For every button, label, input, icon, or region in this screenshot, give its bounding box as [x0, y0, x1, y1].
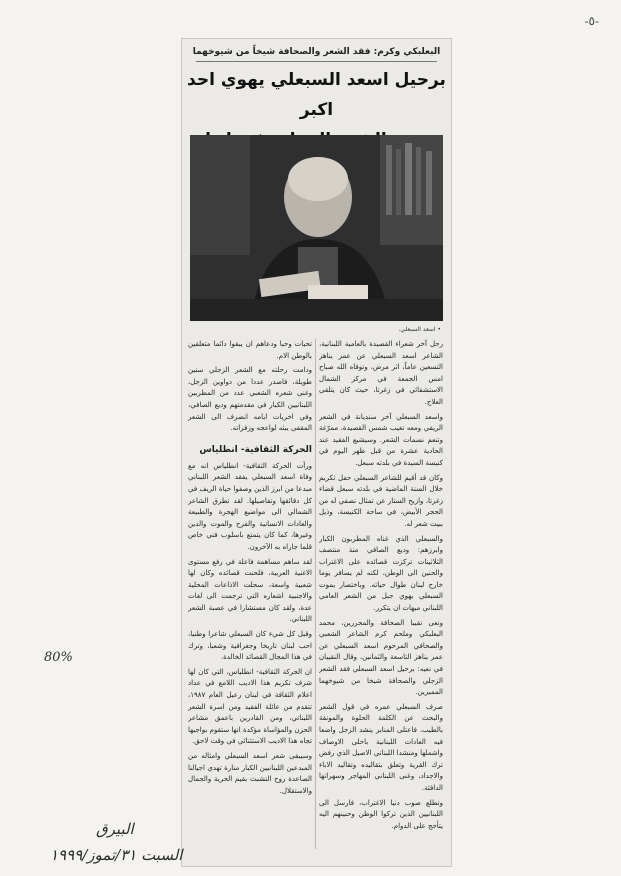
paragraph: وقبل كل شيء كان السبعلي شاعرا وطنيا، احب لبنان تاريخا وجغرافية وشعبا، وترك في هذا المجال القصائد الخالدة.	[188, 630, 312, 662]
portrait-illustration	[190, 135, 443, 321]
paragraph: رحل آخر شعراء القصيدة بالعامية اللبنانية، الشاعر اسعد السبعلي عن عمر يناهز التسعين عاماً، اثر مرض، وتوفاه الله صباح امس الجمعة في مركز الشمال الاستشفائي في زغرتا، حيث كان يتلقى العلاج.	[319, 340, 443, 406]
paragraph: تحيات وحبا ودعاهم ان يبقوا دائما متعلقين بالوطن الام.	[188, 340, 312, 360]
paragraph: صرف السبعلي عمره في قول الشعر والبحث عن الكلمة الحلوة والمونقة بالطيب. فاعتلى المنابر ينشد الزجل واضعا فيه العادات اللبنانية باحلى الاوصاف واشملها ومنشدا اللبناني الاصيل الذي رفض ترك القرية وتعلق بتقاليده وتقاليد الاباء والاجداد، وغنى اللبناني المهاجر وسهراتها الدافئة.	[319, 702, 443, 792]
paragraph: والسبعلي الذي غناه المطربون الكبار وابرزهم: وديع الصافي منذ منتصف الثلاثينات تركزت قصائده على الاغتراب والحنين الى الوطن، لكنه لم يسافر يوما خارج لبنان طوال حياته. وباختصار بموت السبعلي يهوي جبل من الشعر العامي اللبناني ميهات ان يتكرر.	[319, 534, 443, 613]
paragraph: لقد ساهم مساهمة فاعلة في رفع مستوى الاغنية العربية، فلحنت قصائده وكان لها شعبية واسعة، سجلت الاذاعات المحلية والاجنبية اشعاره التي ترجمت الى لغات عدة، ولقد كان مستشارا في عصبة الشعر اللبناني.	[188, 557, 312, 624]
page-number: -٥-	[584, 14, 599, 28]
paragraph: ان الحركة الثقافية- انطلياس، التي كان لها شرف تكريم هذا الاديب اللامع في عداد اعلام الثقافة في لبنان رعيل العام ١٩٨٧، تتقدم من عائلة الفقيد ومن اسرة الشعر اللبناني، ومن القادرين باعمق مشاعر الحزن والمؤاساة مؤكدة انها ستقوم بواجبها تجاه هذا الاديب الاستثنائي في وقت لاحق.	[188, 667, 312, 746]
portrait-photo	[190, 135, 443, 321]
section-heading: الحركة الثقافية- انطلياس	[199, 444, 312, 455]
article-kicker: البعلبكي وكرم: فقد الشعر والصحافة شيخاً من شيوخهما	[192, 47, 441, 57]
column-divider	[315, 339, 316, 849]
paragraph: واسعد السبعلي آخر سنديانة في الشعر الريفي ومعه تغيب شمس القصيدة، ممرّغة وتنعم نسمات الشعر. وسيشيع الفقيد عند الحادية عشرة من قبل ظهر اليوم في كنيسة السيدة في بلدته سبعل.	[319, 412, 443, 467]
paragraph: وتطلع صوب دنيا الاغتراب، فارسل الى اللبنانيين الذين تركوا الوطن وحنينهم اليه يتأجج على الدوام.	[319, 798, 443, 830]
headline-line-1: برحيل اسعد السبعلي يهوي احد اكبر	[187, 70, 446, 120]
paragraph: ودامت رحلته مع الشعر الزجلي سنين طويلة، فاصدر عددا من دواوين الزجل، وغنى شعره الشعبي عدد من المطربين اللبنانيين الكبار في مقدمتهم وديع الصافي، وفي اخريات ايامه انصرف الى الشعر المقفى يبثه لواعجه وزفراته.	[188, 366, 312, 433]
handwritten-date: السبت ٣١/تموز/١٩٩٩	[50, 846, 183, 864]
paragraph: وسيبقى شعر اسعد السبعلي وامثاله من المبدعين اللبنانيين الكبار منارة تهدي اجيالنا الصاعدة روح التشبث بقيم الحرية والجمال والاستقلال.	[188, 752, 312, 795]
handwritten-percent: 80%	[44, 650, 73, 665]
article-column-left	[188, 339, 312, 859]
paragraph: ونعى نقيبا الصحافة والمحررين، محمد البعلبكي وملحم كرم الشاعر الشعبي والصحافي المرحوم اسعد السبعلي عن عمر يناهز التاسعة والثمانين، وقال النقيبان في نعيه: برحيل اسعد السبعلي فقد الشعر الزجلي والصحافة شيخا من شيوخهما المميزين.	[319, 618, 443, 697]
photo-caption: • اسعد السبعلي.	[398, 326, 441, 333]
kicker-divider	[196, 61, 437, 62]
handwritten-source: البيرق	[96, 820, 134, 838]
newspaper-clipping	[181, 38, 452, 867]
paragraph: ورأت الحركة الثقافية- انطلياس انه مع وفاة اسعد السبعلي يفقد الشعر اللبناني مبدعا من ابرز الذين وصفوا حياة الريف في كل دقائقها وتفاصيلها. لقد تطرق الشاعر الشمالي الى مواضيع الهجرة والطبيعة والعادات الانسانية والفرح والموت والدين وغيرها، كما كان يتمتع باسلوب فني خاص قلما جاراه به الآخرون.	[188, 461, 312, 551]
article-column-right	[319, 339, 443, 859]
paragraph: وكان قد أقيم للشاعر السبعلي حفل تكريم خلال السنة الماضية في بلدته سبعل قضاء زغرتا، وازيح الستار عن تمثال نصفي له من الحجر الأبيض، في ساحة الكنيسة، وذيل ببيت شعر له.	[319, 473, 443, 528]
